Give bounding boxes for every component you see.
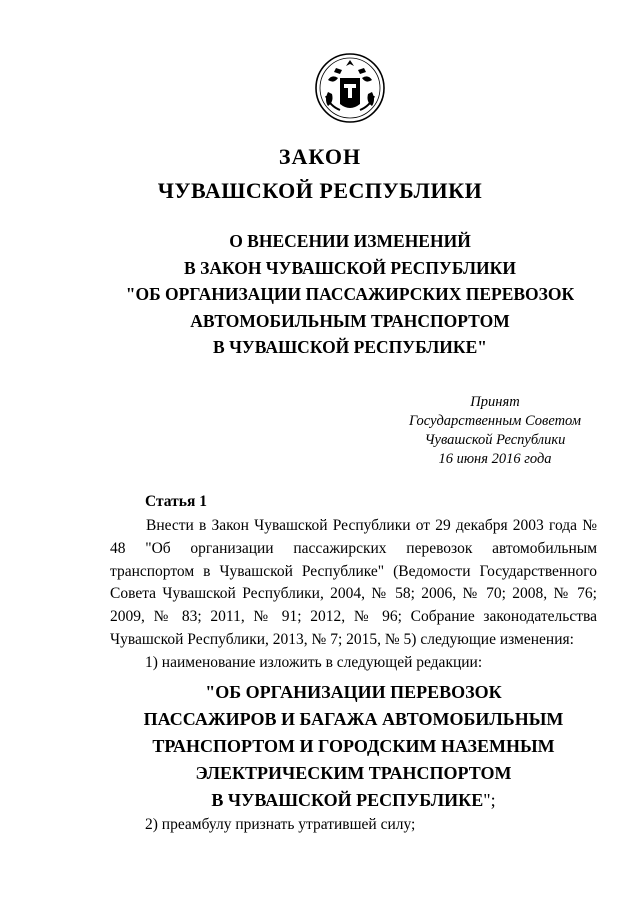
article-heading: Статья 1 [145, 493, 207, 510]
adoption-note [400, 393, 590, 469]
issuer-title: ЧУВАШСКОЙ РЕСПУБЛИКИ [157, 178, 483, 203]
article-intro-paragraph: Внести в Закон Чувашской Республики от 29 декабря 2003 года № 48 "Об организации пассажирских перевозок автомобильным транспортом в Чувашской Республике" (Ведомости Государственного Совета Чувашской Республики, 2004, № 58; 2006, № 70; 2008, № 76; 2009, № 83; 2011, № 91; 2012, № 96; Собрание законодательства Чувашской Республики, 2013, № 7; 2015, № 5) следующие изменения: [110, 517, 597, 648]
new-title-last-line [110, 787, 597, 814]
law-subject-heading [0, 228, 640, 361]
subject-line: "ОБ ОРГАНИЗАЦИИ ПАССАЖИРСКИХ ПЕРЕВОЗОК [125, 284, 575, 304]
adoption-line: Государственным Советом [408, 413, 582, 429]
adoption-line: Принят [470, 394, 520, 410]
adoption-date: 16 июня 2016 года [438, 451, 552, 467]
subject-line: В ЗАКОН ЧУВАШСКОЙ РЕСПУБЛИКИ [184, 257, 516, 278]
subject-line: В ЧУВАШСКОЙ РЕСПУБЛИКЕ" [213, 337, 487, 357]
document-type-title: ЗАКОН [278, 144, 362, 169]
subject-line: АВТОМОБИЛЬНЫМ ТРАНСПОРТОМ [190, 310, 510, 331]
closing-quote: "; [483, 789, 496, 810]
chuvash-republic-emblem-icon [314, 52, 386, 124]
subject-line: О ВНЕСЕНИИ ИЗМЕНЕНИЙ [229, 231, 471, 251]
new-title-line: ПАССАЖИРОВ И БАГАЖА АВТОМОБИЛЬНЫМ [143, 708, 564, 729]
new-title-line: ЭЛЕКТРИЧЕСКИМ ТРАНСПОРТОМ [195, 762, 512, 783]
amendment-item-1: 1) наименование изложить в следующей редакции: [145, 653, 483, 671]
new-law-title [110, 679, 597, 814]
article-body [110, 515, 597, 836]
new-title-line: "ОБ ОРГАНИЗАЦИИ ПЕРЕВОЗОК [205, 681, 502, 702]
new-title-line: ТРАНСПОРТОМ И ГОРОДСКИМ НАЗЕМНЫМ [152, 735, 555, 756]
adoption-line: Чувашской Республики [424, 432, 566, 448]
new-title-line: В ЧУВАШСКОЙ РЕСПУБЛИКЕ [211, 789, 484, 810]
amendment-item-2: 2) преамбулу признать утратившей силу; [145, 815, 416, 833]
